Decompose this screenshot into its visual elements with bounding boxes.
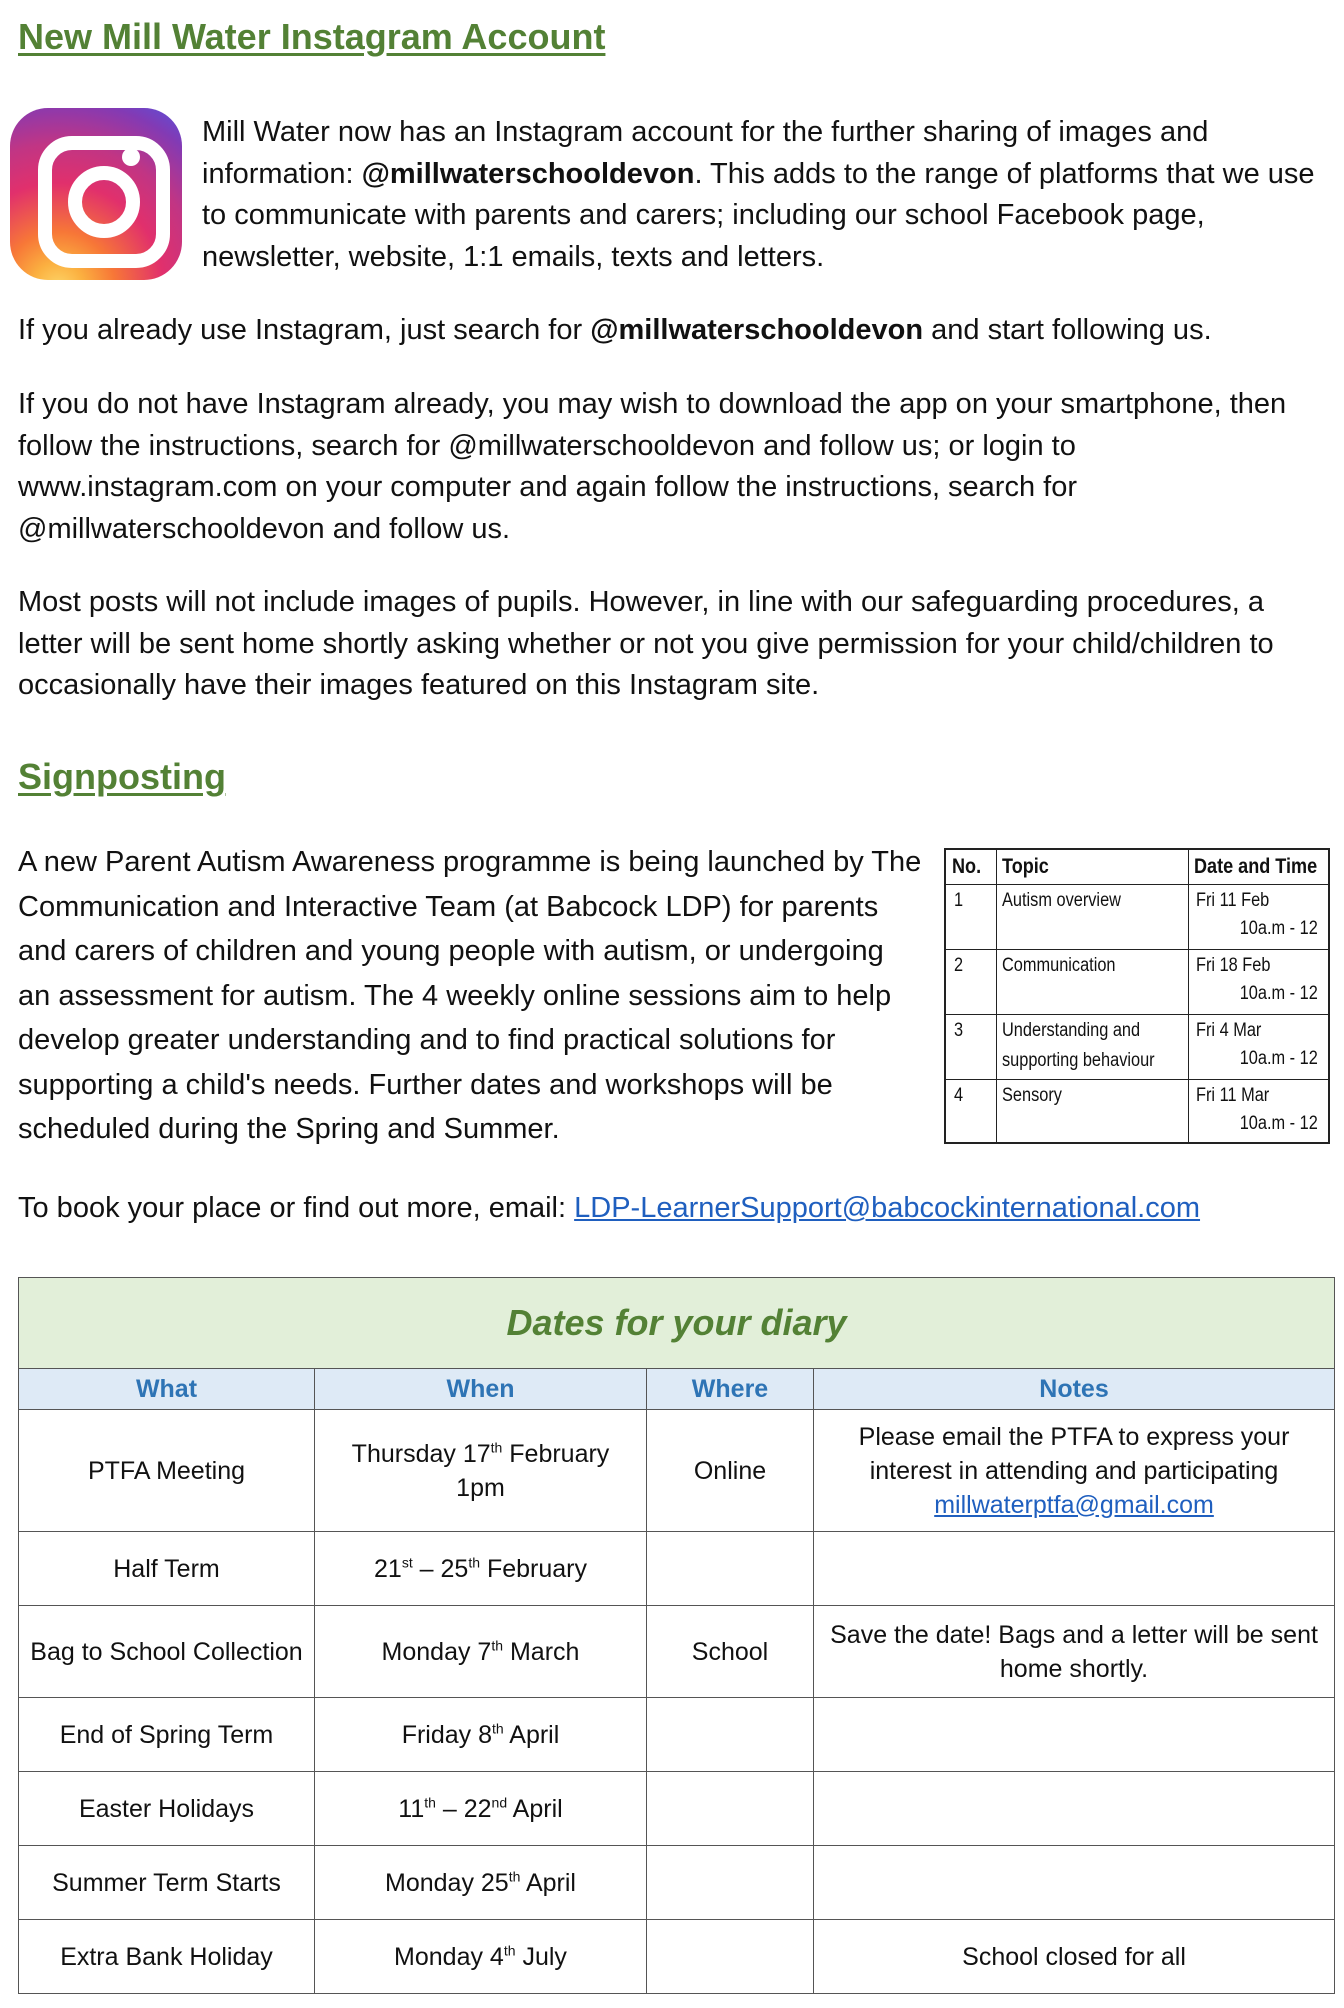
diary-row xyxy=(19,1532,1335,1606)
diary-notes-cell xyxy=(814,1698,1335,1772)
sessions-topic-cell: Understanding and xyxy=(1002,1020,1141,1041)
diary-when-cell: Friday 8th April xyxy=(315,1698,647,1772)
diary-where-cell xyxy=(647,1532,814,1606)
ptfa-email-link[interactable]: millwaterptfa@gmail.com xyxy=(934,1490,1214,1519)
instagram-handle: @millwaterschooldevon xyxy=(361,157,695,190)
diary-what-cell: Half Term xyxy=(19,1532,315,1606)
sessions-no-cell: 4 xyxy=(954,1085,964,1106)
diary-notes-cell: Please email the PTFA to express your interest in attending and participating millwaterptfa@gmail.com xyxy=(814,1410,1335,1532)
ordinal-suffix: nd xyxy=(491,1794,508,1811)
diary-row xyxy=(19,1698,1335,1772)
diary-where-cell: School xyxy=(647,1606,814,1698)
sessions-row-divider xyxy=(946,949,1328,950)
sessions-no-cell: 3 xyxy=(954,1020,964,1041)
diary-row xyxy=(19,1772,1335,1846)
diary-when-cell: Monday 25th April xyxy=(315,1846,647,1920)
diary-notes-cell xyxy=(814,1846,1335,1920)
diary-when-cell: Monday 4th July xyxy=(315,1920,647,1994)
sessions-time-cell: 10a.m - 12 xyxy=(1239,1113,1318,1134)
diary-when-cell: Thursday 17th February 1pm xyxy=(315,1410,647,1532)
diary-row xyxy=(19,1606,1335,1698)
signposting-body: A new Parent Autism Awareness programme is being launched by The Communication and Interactive Team (at Babcock LDP) for parents and carers of children and young people with autism, or undergoing an assessment for autism. The 4 weekly online sessions aim to help develop greater understanding and to find practical solutions for supporting a child's needs. Further dates and workshops will be scheduled during the Spring and Summer. xyxy=(18,846,922,1145)
diary-what-cell: Summer Term Starts xyxy=(19,1846,315,1920)
diary-row xyxy=(19,1410,1335,1532)
sessions-topic-cell: supporting behaviour xyxy=(1002,1050,1155,1071)
sessions-topic-cell: Sensory xyxy=(1002,1085,1062,1106)
diary-where-cell xyxy=(647,1698,814,1772)
diary-row xyxy=(19,1846,1335,1920)
diary-what-cell: End of Spring Term xyxy=(19,1698,315,1772)
sessions-time-cell: 10a.m - 12 xyxy=(1239,1048,1318,1069)
ordinal-suffix: th xyxy=(508,1868,521,1885)
diary-header-cell: What xyxy=(19,1369,315,1410)
ordinal-suffix: th xyxy=(503,1942,516,1959)
ordinal-suffix: th xyxy=(492,1720,504,1737)
sessions-no-cell: 1 xyxy=(954,890,964,911)
diary-when-cell: 21st – 25th February xyxy=(315,1532,647,1606)
instagram-follow: If you already use Instagram, just search for @millwaterschooldevon and start following us. xyxy=(18,314,1212,346)
sessions-column-divider xyxy=(1188,850,1189,1142)
diary-what-cell: Extra Bank Holiday xyxy=(19,1920,315,1994)
diary-notes-cell xyxy=(814,1772,1335,1846)
diary-what-cell: Bag to School Collection xyxy=(19,1606,315,1698)
sessions-date-cell: Fri 18 Feb xyxy=(1196,955,1271,976)
booking-email-link[interactable]: LDP-LearnerSupport@babcockinternational.com xyxy=(574,1192,1201,1224)
ordinal-suffix: th xyxy=(491,1637,504,1654)
sessions-date-cell: Fri 11 Mar xyxy=(1196,1085,1270,1106)
sessions-date-cell: Fri 11 Feb xyxy=(1196,890,1270,911)
sessions-no-cell: 2 xyxy=(954,955,964,976)
diary-notes-cell xyxy=(814,1532,1335,1606)
instagram-posts: Most posts will not include images of pupils. However, in line with our safeguarding procedures, a letter will be sent home shortly asking whether or not you give permission for your child/children to occasionally have their images featured on this Instagram site. xyxy=(18,586,1274,701)
instagram-intro: Mill Water now has an Instagram account for the further sharing of images and information: @millwaterschooldevon. This adds to the range of platforms that we use to communicate with parents and carers; including our school Facebook page, newsletter, website, 1:1 emails, texts and letters. xyxy=(202,116,1315,273)
diary-what-cell: Easter Holidays xyxy=(19,1772,315,1846)
diary-where-cell xyxy=(647,1846,814,1920)
diary-when-cell: Monday 7th March xyxy=(315,1606,647,1698)
diary-header-cell: When xyxy=(315,1369,647,1410)
instagram-no-account: If you do not have Instagram already, you may wish to download the app on your smartphone, then follow the instructions, search for @millwaterschooldevon and follow us; or login to www.instagram.com on your computer and again follow the instructions, search for @millwaterschooldevon and follow us. xyxy=(18,388,1287,545)
diary-where-cell xyxy=(647,1772,814,1846)
sessions-topic-cell: Communication xyxy=(1002,955,1116,976)
instagram-heading: New Mill Water Instagram Account xyxy=(18,16,606,57)
diary-where-cell: Online xyxy=(647,1410,814,1532)
sessions-row-divider xyxy=(946,1014,1328,1015)
sessions-table xyxy=(944,848,1330,1144)
diary-notes-cell: School closed for all xyxy=(814,1920,1335,1994)
sessions-time-cell: 10a.m - 12 xyxy=(1239,983,1318,1004)
ordinal-suffix: th xyxy=(490,1439,503,1456)
sessions-header-cell: No. xyxy=(952,855,982,878)
diary-header-cell: Notes xyxy=(814,1369,1335,1410)
diary-table xyxy=(18,1277,1335,1994)
diary-row xyxy=(19,1920,1335,1994)
ordinal-suffix: st xyxy=(401,1554,413,1571)
sessions-column-divider xyxy=(996,850,997,1142)
signposting-heading: Signposting xyxy=(18,756,226,797)
sessions-header-cell: Topic xyxy=(1002,855,1049,878)
diary-what-cell: PTFA Meeting xyxy=(19,1410,315,1532)
diary-when-cell: 11th – 22nd April xyxy=(315,1772,647,1846)
diary-header-cell: Where xyxy=(647,1369,814,1410)
sessions-header-cell: Date and Time xyxy=(1194,855,1318,878)
booking-line: To book your place or find out more, email: LDP-LearnerSupport@babcockinternational.com xyxy=(18,1192,1201,1224)
diary-notes-cell: Save the date! Bags and a letter will be sent home shortly. xyxy=(814,1606,1335,1698)
sessions-topic-cell: Autism overview xyxy=(1002,890,1121,911)
ordinal-suffix: th xyxy=(424,1794,436,1811)
sessions-row-divider xyxy=(946,1079,1328,1080)
diary-title: Dates for your diary xyxy=(19,1278,1335,1369)
instagram-icon xyxy=(10,108,182,280)
ordinal-suffix: th xyxy=(468,1554,480,1571)
sessions-time-cell: 10a.m - 12 xyxy=(1239,918,1318,939)
sessions-row-divider xyxy=(946,884,1328,885)
sessions-date-cell: Fri 4 Mar xyxy=(1196,1020,1262,1041)
diary-where-cell xyxy=(647,1920,814,1994)
